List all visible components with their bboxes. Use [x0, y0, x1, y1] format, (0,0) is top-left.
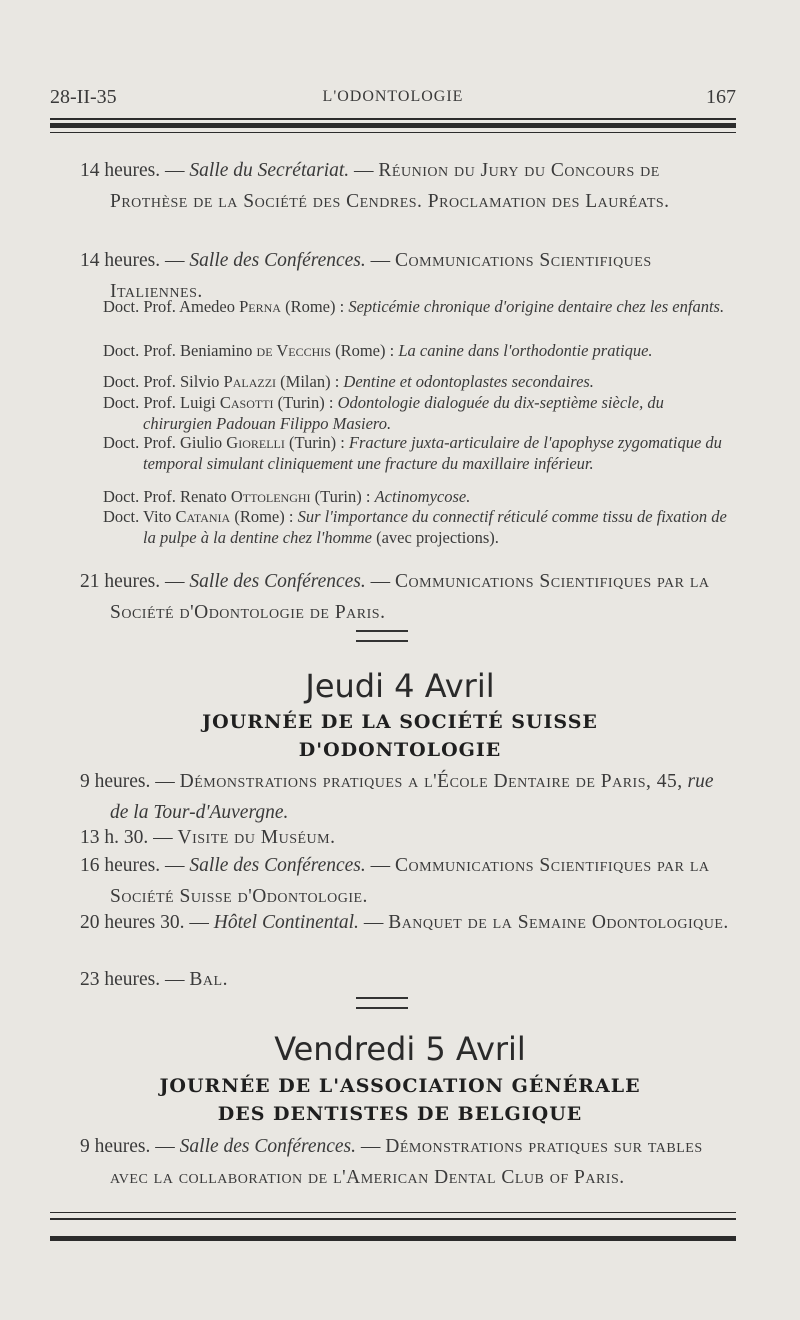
talk-topic: La canine dans l'orthodontie pratique. — [398, 341, 653, 360]
talk-speaker-title: Doct. Prof. Luigi — [103, 393, 216, 412]
talk-topic: Septicémie chronique d'origine dentaire chez les enfants. — [348, 297, 725, 316]
entry-time: 9 heures. — [80, 1136, 151, 1157]
entry-time: 16 heures. — [80, 855, 161, 876]
issue-date: 28-II-35 — [50, 86, 117, 108]
entry-time: 9 heures. — [80, 771, 151, 792]
talk-speaker-title: Doct. Vito — [103, 507, 172, 526]
day-subtitle-line2: D'ODONTOLOGIE — [298, 739, 502, 761]
dash: — — [370, 571, 391, 592]
dash: — — [354, 160, 374, 181]
dash: — — [363, 912, 384, 933]
talk-speaker-name: de Vecchis — [256, 341, 331, 360]
talk-city: (Turin) : — [314, 487, 371, 506]
entry-place: Salle du Secrétariat. — [189, 160, 350, 181]
entry-text: Banquet de la Semaine Odontologique. — [388, 912, 729, 933]
program-entry — [80, 907, 730, 938]
program-entry — [80, 964, 730, 995]
talk-note: (avec projections). — [376, 528, 499, 547]
entry-address: rue de la Tour-d'Auvergne. — [110, 771, 714, 823]
talk-speaker-title: Doct. Prof. Renato — [103, 487, 227, 506]
entry-place: Salle des Conférences. — [189, 571, 366, 592]
entry-text: Démonstrations pratiques sur tables avec la collaboration de l'American Dental Club of Paris. — [110, 1136, 703, 1188]
day-subtitle-line1: JOURNÉE DE LA SOCIÉTÉ SUISSE — [202, 711, 598, 733]
talk-speaker-title: Doct. Prof. Beniamino — [103, 341, 253, 360]
talk-city: (Rome) : — [335, 341, 395, 360]
dash: — — [155, 771, 175, 792]
talk-city: (Turin) : — [277, 393, 334, 412]
talk-speaker-name: Perna — [239, 297, 281, 316]
talk-city: (Rome) : — [285, 297, 345, 316]
program-entry — [80, 566, 730, 628]
dash: — — [165, 250, 185, 271]
program-entry — [80, 1131, 730, 1193]
entry-place: Hôtel Continental. — [213, 912, 359, 933]
talk-city: (Turin) : — [289, 433, 345, 452]
header-rule-hairline — [50, 132, 736, 133]
entry-time: 21 heures. — [80, 571, 161, 592]
entry-text: Démonstrations pratiques a l'École Dentaire de Paris, 45, — [179, 771, 683, 792]
header-rule-thick — [50, 123, 736, 128]
talk-item — [103, 296, 733, 317]
running-header — [50, 86, 736, 116]
dash: — — [165, 571, 185, 592]
talk-speaker-name: Palazzi — [223, 372, 277, 391]
talk-topic: Sur l'importance du connectif réticulé comme tissu de fixation de la pulpe à la dentine chez l'homme — [143, 507, 727, 547]
entry-time: 14 heures. — [80, 160, 161, 181]
footer-rule-hairline — [50, 1212, 736, 1213]
page-number: 167 — [706, 86, 736, 108]
entry-time: 13 h. 30. — [80, 827, 149, 848]
dash: — — [165, 855, 185, 876]
dash: — — [165, 160, 185, 181]
entry-place: Salle des Conférences. — [189, 855, 366, 876]
entry-time: 23 heures. — [80, 969, 161, 990]
talk-speaker-name: Casotti — [219, 393, 274, 412]
dash: — — [360, 1136, 381, 1157]
talk-topic: Dentine et odontoplastes secondaires. — [343, 372, 594, 391]
program-entry — [80, 850, 730, 912]
talk-topic: Fracture juxta-articulaire de l'apophyse zygomatique du temporal simulant cliniquement une fracture du maxillaire inférieur. — [143, 433, 722, 473]
footer-rule-thick — [50, 1236, 736, 1241]
talk-item — [103, 371, 733, 392]
talk-speaker-title: Doct. Prof. Silvio — [103, 372, 220, 391]
entry-text: Communications Scientifiques par la Société d'Odontologie de Paris. — [110, 571, 710, 623]
talk-speaker-name: Ottolenghi — [230, 487, 311, 506]
talk-item — [103, 506, 733, 548]
talk-topic: Actinomycose. — [374, 487, 471, 506]
program-entry — [80, 766, 730, 828]
footer-rule-thin — [50, 1218, 736, 1220]
entry-text: Communications Scientifiques par la Société Suisse d'Odontologie. — [110, 855, 710, 907]
talk-city: (Milan) : — [280, 372, 340, 391]
journal-title: L'ODONTOLOGIE — [322, 88, 464, 105]
dash: — — [153, 827, 173, 848]
entry-time: 20 heures 30. — [80, 912, 185, 933]
dash: — — [370, 855, 391, 876]
header-rule-thin — [50, 118, 736, 120]
talk-topic: Odontologie dialoguée du dix-septième siècle, du chirurgien Padouan Filippo Masiero. — [143, 393, 664, 433]
entry-text: Communications Scientifiques Italiennes. — [110, 250, 652, 302]
talk-speaker-name: Giorelli — [226, 433, 285, 452]
talk-item — [103, 340, 733, 361]
day-heading: Vendredi 5 Avril — [274, 1030, 526, 1068]
talk-city: (Rome) : — [234, 507, 294, 526]
day-subtitle-line2: DES DENTISTES DE BELGIQUE — [217, 1103, 583, 1125]
talk-item — [103, 432, 733, 474]
program-entry — [80, 155, 730, 217]
dash: — — [155, 1136, 175, 1157]
entry-time: 14 heures. — [80, 250, 161, 271]
talk-item — [103, 486, 733, 507]
talk-item — [103, 392, 733, 434]
entry-text: Bal. — [189, 969, 228, 990]
dash: — — [165, 969, 185, 990]
program-entry — [80, 822, 730, 853]
talk-speaker-title: Doct. Prof. Giulio — [103, 433, 223, 452]
talk-speaker-name: Catania — [175, 507, 231, 526]
entry-text: Visite du Muséum. — [177, 827, 336, 848]
day-subtitle-line1: JOURNÉE DE L'ASSOCIATION GÉNÉRALE — [159, 1075, 641, 1097]
dash: — — [370, 250, 391, 271]
section-separator — [356, 997, 408, 1009]
entry-place: Salle des Conférences. — [189, 250, 366, 271]
entry-place: Salle des Conférences. — [179, 1136, 357, 1157]
dash: — — [189, 912, 209, 933]
day-heading: Jeudi 4 Avril — [305, 667, 495, 705]
section-separator — [356, 630, 408, 642]
entry-text: Réunion du Jury du Concours de Prothèse de la Société des Cendres. Proclamation des Lauréats. — [110, 160, 670, 212]
talk-speaker-title: Doct. Prof. Amedeo — [103, 297, 235, 316]
